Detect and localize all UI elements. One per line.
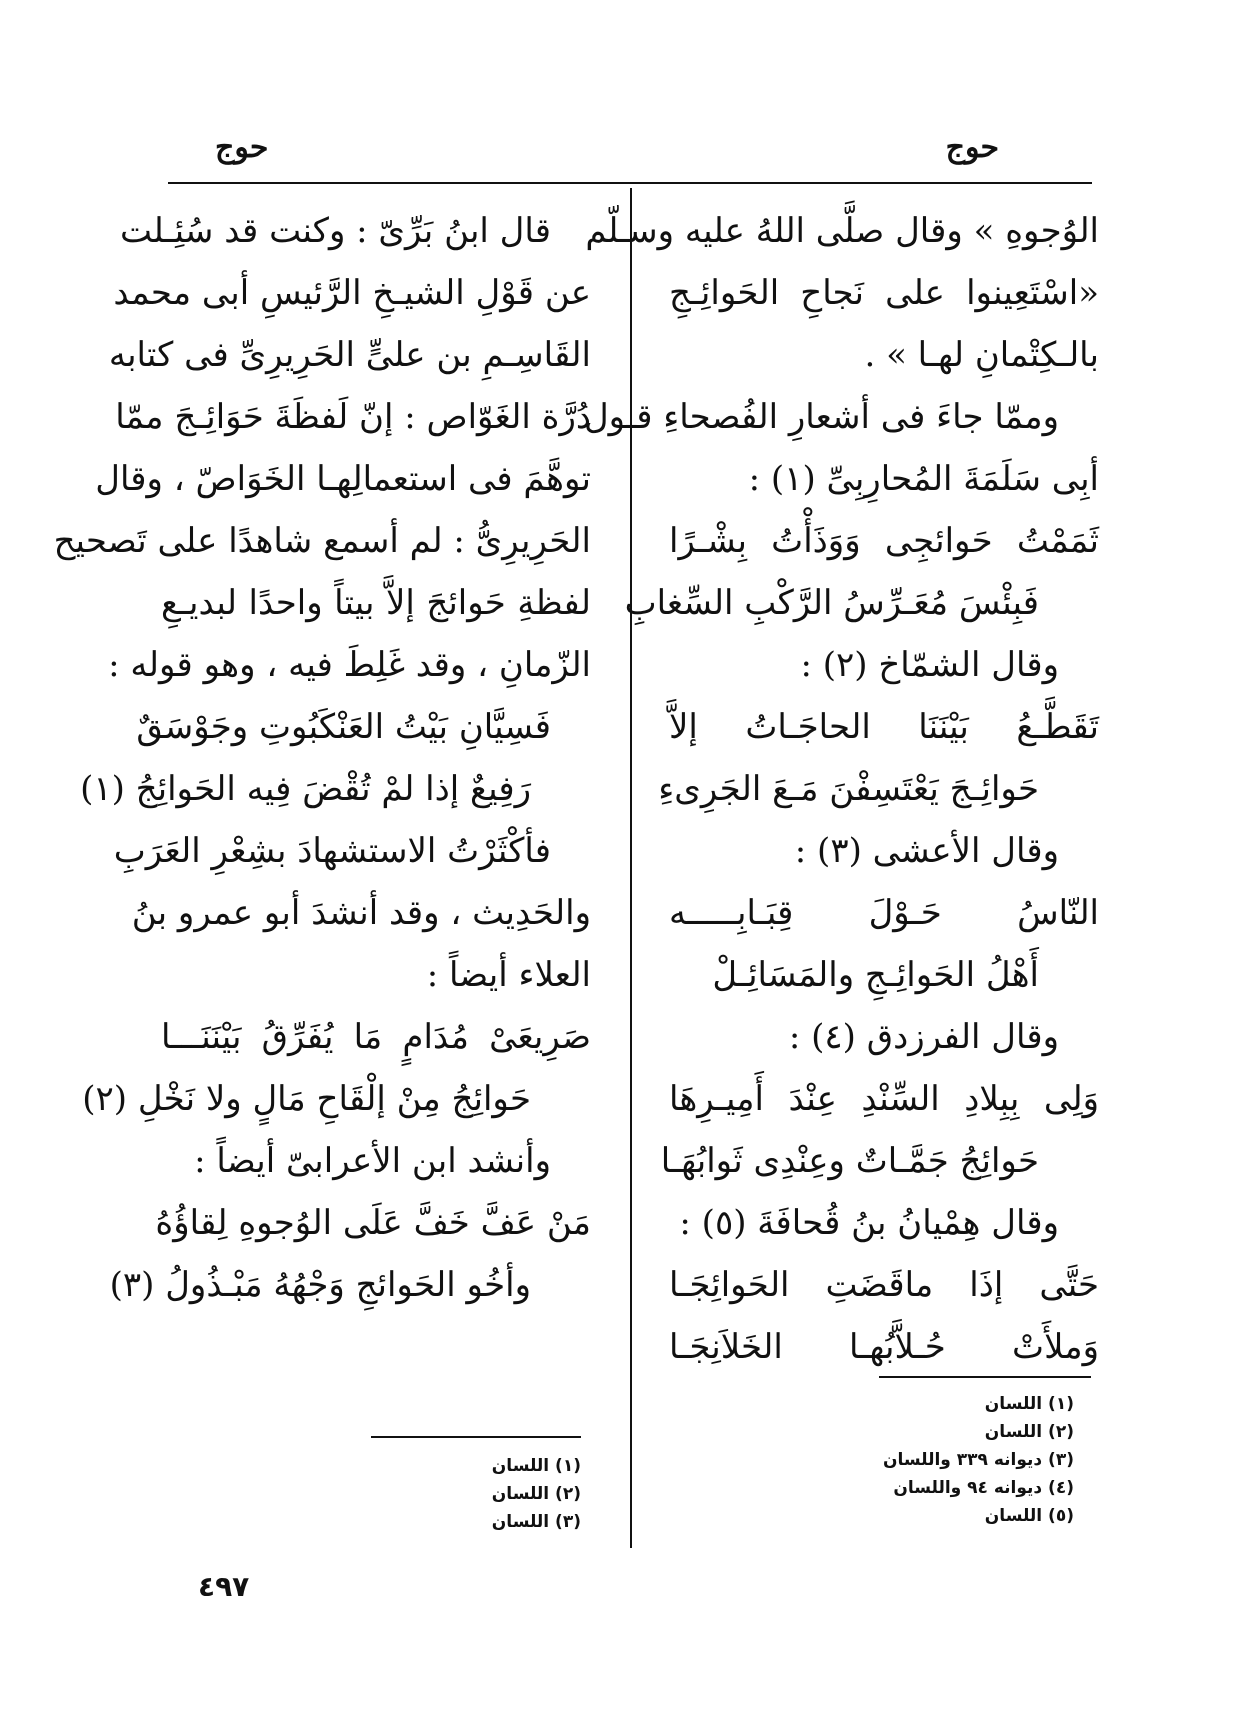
footnote: (١) اللسان <box>491 1456 581 1476</box>
verse-line: أَهْلُ الحَوائِـجِ والمَسَائِـلْ <box>712 955 1039 995</box>
verse-line: وأخُو الحَوائجِ وَجْهُهُ مَبْـذُولُ (٣) <box>109 1265 531 1305</box>
footnote: (١) اللسان <box>984 1394 1074 1414</box>
verse-line: حَوائِجُ جَمَّـاتٌ وعِنْدِى ثَوابُهَـا <box>660 1141 1039 1181</box>
footnote: (٣) اللسان <box>491 1512 581 1532</box>
verse-line: حَوائِجُ مِنْ إلْقَاحِ مَالٍ ولا نَخْلِ (٢) <box>82 1079 531 1119</box>
text-line: وقال الشمّاخ (٢) : <box>800 645 1059 685</box>
verse-line: حَوائِـجَ يَعْتَسِفْنَ مَـعَ الجَرِىءِ <box>658 769 1039 809</box>
text-line: الوُجوهِ » وقال صلَّى اللهُ عليه وسـلّم <box>585 211 1099 251</box>
footnote: (٢) اللسان <box>491 1484 581 1504</box>
footnote-rule-right <box>879 1376 1091 1378</box>
text-line: قال ابنُ بَرِّىّ : وكنت قد سُئِـلت <box>120 211 551 251</box>
text-line: فأكْثَرْتُ الاستشهادَ بشِعْرِ العَرَبِ <box>113 831 551 871</box>
verse-line: وَلِى بِبِلادِ السِّنْدِ عِنْدَ أَمِيـرِهَا <box>669 1079 1099 1119</box>
verse-line: وَملأَتْ حُـلاَّبُهـا الخَلاَنِجَـا <box>669 1327 1099 1367</box>
footnote: (٤) ديوانه ٩٤ واللسان <box>893 1478 1074 1498</box>
text-line: دُرَّة الغَوّاص : إنّ لَفظَةَ حَوَائِـجَ ممّا <box>115 397 591 437</box>
text-line: لفظةِ حَوائجَ إلاَّ بيتاً واحدًا لبديـعِ <box>161 583 591 623</box>
left-column <box>53 200 591 1316</box>
text-line: القَاسِـمِ بن علىٍّ الحَرِيرِىِّ فى كتابه <box>108 335 591 375</box>
page-number: ٤٩٧ <box>198 1570 250 1603</box>
text-line: والحَدِيث ، وقد أنشدَ أبو عمرو بنُ <box>131 893 591 933</box>
verse-line: تَقَطَّـعُ بَيْنَنَا الحاجَـاتُ إلاَّ <box>669 707 1099 747</box>
text-line: وأنشد ابن الأعرابىّ أيضاً : <box>194 1141 551 1181</box>
footnote-rule-left <box>371 1436 581 1438</box>
verse-line: النّاسُ حَـوْلَ قِبَـابِـــــه <box>669 893 1099 933</box>
header-right-entry: حوج <box>945 130 999 165</box>
text-line: وممّا جاءَ فى أشعارِ الفُصحاءِ قـول <box>583 397 1059 437</box>
verse-line: فَسِيَّانِ بَيْتُ العَنْكَبُوتِ وجَوْسَقٌ <box>136 707 551 747</box>
text-line: الزّمانِ ، وقد غَلِطَ فيه ، وهو قوله : <box>108 645 591 685</box>
verse-line: رَفِيعٌ إذا لمْ تُقْضَ فِيه الحَوائِجُ (١) <box>80 769 531 809</box>
text-line: «اسْتَعِينوا على نَجاحِ الحَوائِـجِ <box>669 273 1099 313</box>
header-left-entry: حوج <box>215 130 269 165</box>
verse-line: صَرِيعَىْ مُدَامٍ مَا يُفَرِّقُ بَيْنَنَـــا <box>161 1017 591 1057</box>
footnote: (٣) ديوانه ٣٣٩ واللسان <box>882 1450 1074 1470</box>
verse-line: فَبِئْسَ مُعَـرِّسُ الرَّكْبِ السِّغابِ <box>624 583 1039 623</box>
text-line: توهَّمَ فى استعمالِهـا الخَوَاصّ ، وقال <box>95 459 591 499</box>
verse-line: مَنْ عَفَّ خَفَّ عَلَى الوُجوهِ لِقاؤُهُ <box>155 1203 591 1243</box>
right-column <box>583 200 1099 1378</box>
footnote: (٢) اللسان <box>984 1422 1074 1442</box>
header-rule <box>168 182 1092 184</box>
text-line: وقال الأعشى (٣) : <box>794 831 1059 871</box>
text-line: عن قَوْلِ الشيـخِ الرَّئيسِ أبى محمد <box>113 273 591 313</box>
footnotes-right <box>814 1390 1074 1530</box>
verse-line: ثَمَمْتُ حَوائجِى وَوَذَأْتُ بِشْـرًا <box>669 521 1099 561</box>
text-line: وقال الفرزدق (٤) : <box>788 1017 1059 1057</box>
verse-line: حَتَّى إذَا ماقَضَتِ الحَوائِجَـا <box>669 1265 1099 1305</box>
text-line: وقال هِمْيانُ بنُ قُحافَةَ (٥) : <box>679 1203 1059 1243</box>
text-line: العلاء أيضاً : <box>426 955 591 995</box>
footnotes-left <box>381 1452 581 1536</box>
text-line: أبِى سَلَمَةَ المُحارِبِىِّ (١) : <box>748 459 1099 499</box>
footnote: (٥) اللسان <box>984 1506 1074 1526</box>
text-line: بالـكِتْمانِ لهـا » . <box>864 335 1099 375</box>
text-line: الحَرِيرِىُّ : لم أسمع شاهدًا على تَصحيح <box>53 521 591 561</box>
